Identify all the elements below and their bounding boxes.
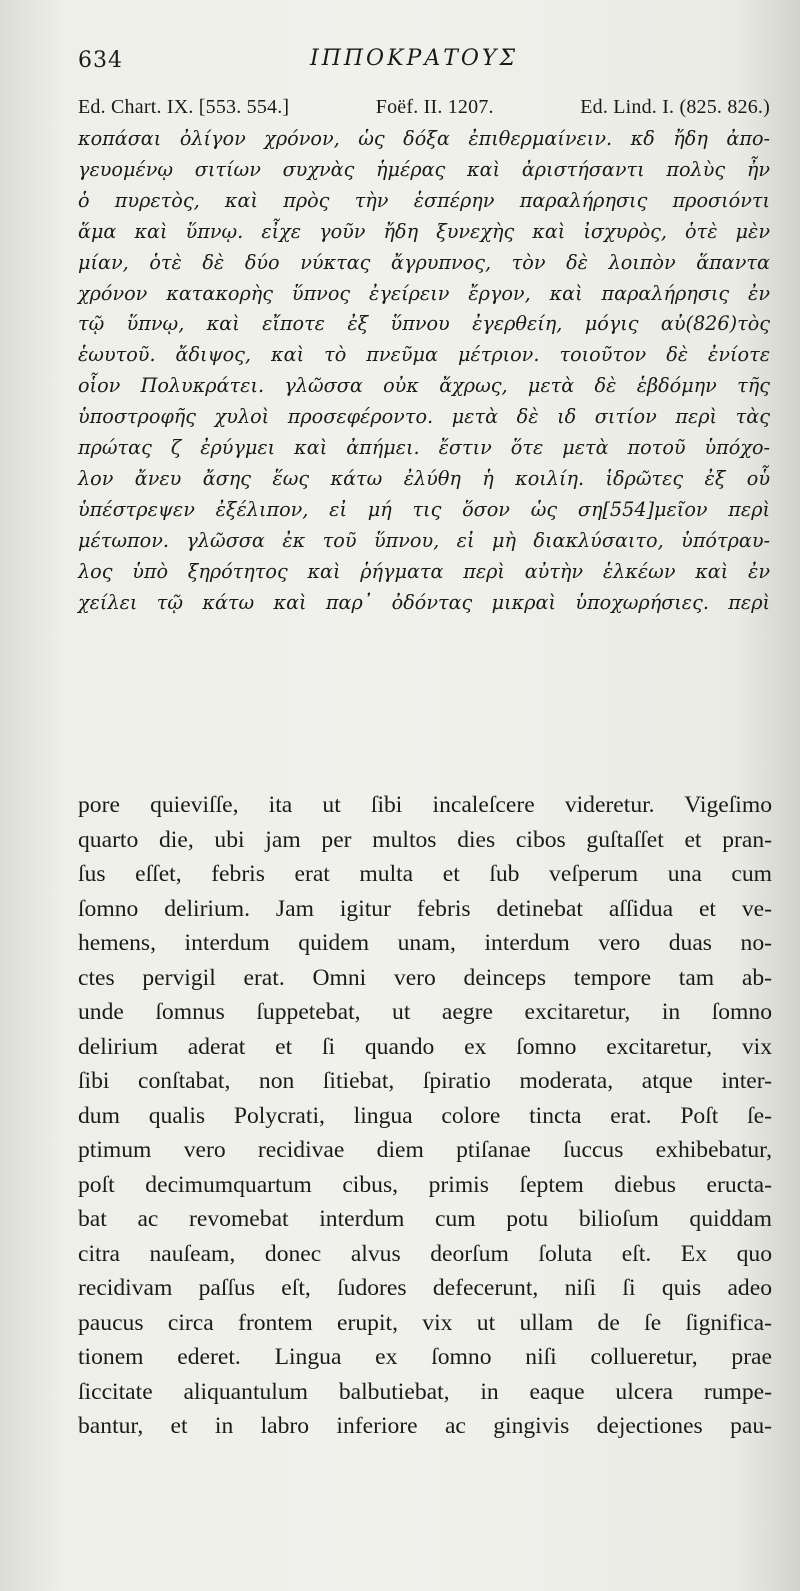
greek-line: ὑπέστρεψεν ἐξέλιπον, εἰ μή τις ὅσον ὡς ση[554]μεῖον περὶ [78, 497, 770, 521]
latin-line: recidivam paſſus eſt, ſudores defecerunt, niſi ſi quis adeo [78, 1275, 772, 1301]
greek-line: γευομένῳ σιτίων συχνὰς ἡμέρας καὶ ἀριστήσαντι πολὺς ἦν [78, 157, 770, 181]
greek-line: λος ὑπὸ ξηρότητος καὶ ῥήγματα περὶ αὐτὴν ἑλκέων καὶ ἐν [78, 559, 770, 583]
latin-line: citra nauſeam, donec alvus deorſum ſoluta eſt. Ex quo [78, 1240, 772, 1267]
latin-line: bantur, et in labro inferiore ac gingivis dejectiones pau- [78, 1413, 772, 1439]
greek-line: ὁ πυρετὸς, καὶ πρὸς τὴν ἑσπέρην παραλήρησις προσιόντι [78, 188, 770, 212]
greek-line: ἑωυτοῦ. ἄδιψος, καὶ τὸ πνεῦμα μέτριον. τοιοῦτον δὲ ἐνίοτε [78, 343, 770, 367]
greek-line: χρόνον κατακορὴς ὕπνος ἐγείρειν ἔργον, καὶ παραλήρησις ἐν [78, 281, 770, 305]
latin-line: ſibi conſtabat, non ſitiebat, ſpiratio moderata, atque inter- [78, 1068, 772, 1094]
greek-line: κοπάσαι ὀλίγον χρόνον, ὡς δόξα ἐπιθερμαίνειν. κδ ἤδη ἀπο- [78, 127, 770, 150]
page-header [78, 40, 770, 80]
latin-line: poſt decimumquartum cibus, primis ſeptem diebus eructa- [78, 1171, 772, 1198]
latin-line: ſomno delirium. Jam igitur febris detinebat aſſidua et ve- [78, 895, 772, 922]
page-number: 634 [78, 48, 123, 73]
latin-line: paucus circa frontem erupit, vix ut ullam de ſe ſignifica- [78, 1309, 772, 1336]
greek-text-block [78, 124, 770, 619]
greek-line: οἷον Πολυκράτει. γλῶσσα οὐκ ἄχρως, μετὰ δὲ ἑβδόμην τῆς [78, 374, 770, 398]
latin-line: hemens, interdum quidem unam, interdum vero duas no- [78, 930, 772, 956]
greek-line: λον ἄνευ ἄσης ἕως κάτω ἐλύθη ἡ κοιλίη. ἱδρῶτες ἐξ οὗ [78, 466, 770, 490]
latin-line: delirium aderat et ſi quando ex ſomno excitaretur, vix [78, 1033, 772, 1060]
greek-line: χείλει τῷ κάτω καὶ παρ᾽ ὀδόντας μικραὶ ὑποχωρήσιες. περὶ [78, 590, 770, 614]
latin-line: pore quieviſſe, ita ut ſibi incaleſcere videretur. Vigeſimo [78, 792, 772, 818]
latin-text-block [78, 788, 772, 1444]
latin-line: bat ac revomebat interdum cum potu bilioſum quiddam [78, 1206, 772, 1232]
edition-foesius: Foëf. II. 1207. [375, 96, 494, 118]
latin-line: ptimum vero recidivae diem ptiſanae ſuccus exhibebatur, [78, 1137, 772, 1163]
greek-line: μέτωπον. γλῶσσα ἐκ τοῦ ὕπνου, εἰ μὴ διακλύσαιτο, ὑπότραυ- [78, 528, 770, 552]
latin-line: unde ſomnus ſuppetebat, ut aegre excitaretur, in ſomno [78, 999, 772, 1025]
edition-references [78, 96, 770, 119]
edition-linden: Ed. Lind. I. (825. 826.) [580, 96, 770, 118]
latin-line: quarto die, ubi jam per multos dies cibos guſtaſſet et pran- [78, 826, 772, 853]
latin-line: dum qualis Polycrati, lingua colore tincta erat. Poſt ſe- [78, 1102, 772, 1129]
latin-line: tionem ederet. Lingua ex ſomno niſi collueretur, prae [78, 1344, 772, 1370]
greek-line: ἅμα καὶ ὕπνῳ. εἶχε γοῦν ἤδη ξυνεχὴς καὶ ἰσχυρὸς, ὁτὲ μὲν [78, 219, 770, 243]
greek-line: ὑποστροφῆς χυλοὶ προσεφέροντο. μετὰ δὲ ιδ σιτίον περὶ τὰς [78, 405, 770, 429]
latin-line: ſiccitate aliquantulum balbutiebat, in eaque ulcera rumpe- [78, 1378, 772, 1405]
greek-line: πρώτας ζ ἐρύγμει καὶ ἀπήμει. ἔστιν ὅτε μετὰ ποτοῦ ὑπόχο- [78, 436, 770, 460]
greek-line: τῷ ὕπνῳ, καὶ εἴποτε ἐξ ὕπνου ἐγερθείη, μόγις αὐ(826)τὸς [78, 312, 770, 336]
greek-line: μίαν, ὁτὲ δὲ δύο νύκτας ἄγρυπνος, τὸν δὲ λοιπὸν ἅπαντα [78, 250, 770, 274]
running-title: ΙΠΠΟΚΡΑΤΟΥΣ [310, 46, 519, 71]
latin-line: ctes pervigil erat. Omni vero deinceps tempore tam ab- [78, 964, 772, 991]
edition-chartier: Ed. Chart. IX. [553. 554.] [78, 96, 290, 118]
latin-line: ſus eſſet, febris erat multa et ſub veſperum una cum [78, 861, 772, 887]
